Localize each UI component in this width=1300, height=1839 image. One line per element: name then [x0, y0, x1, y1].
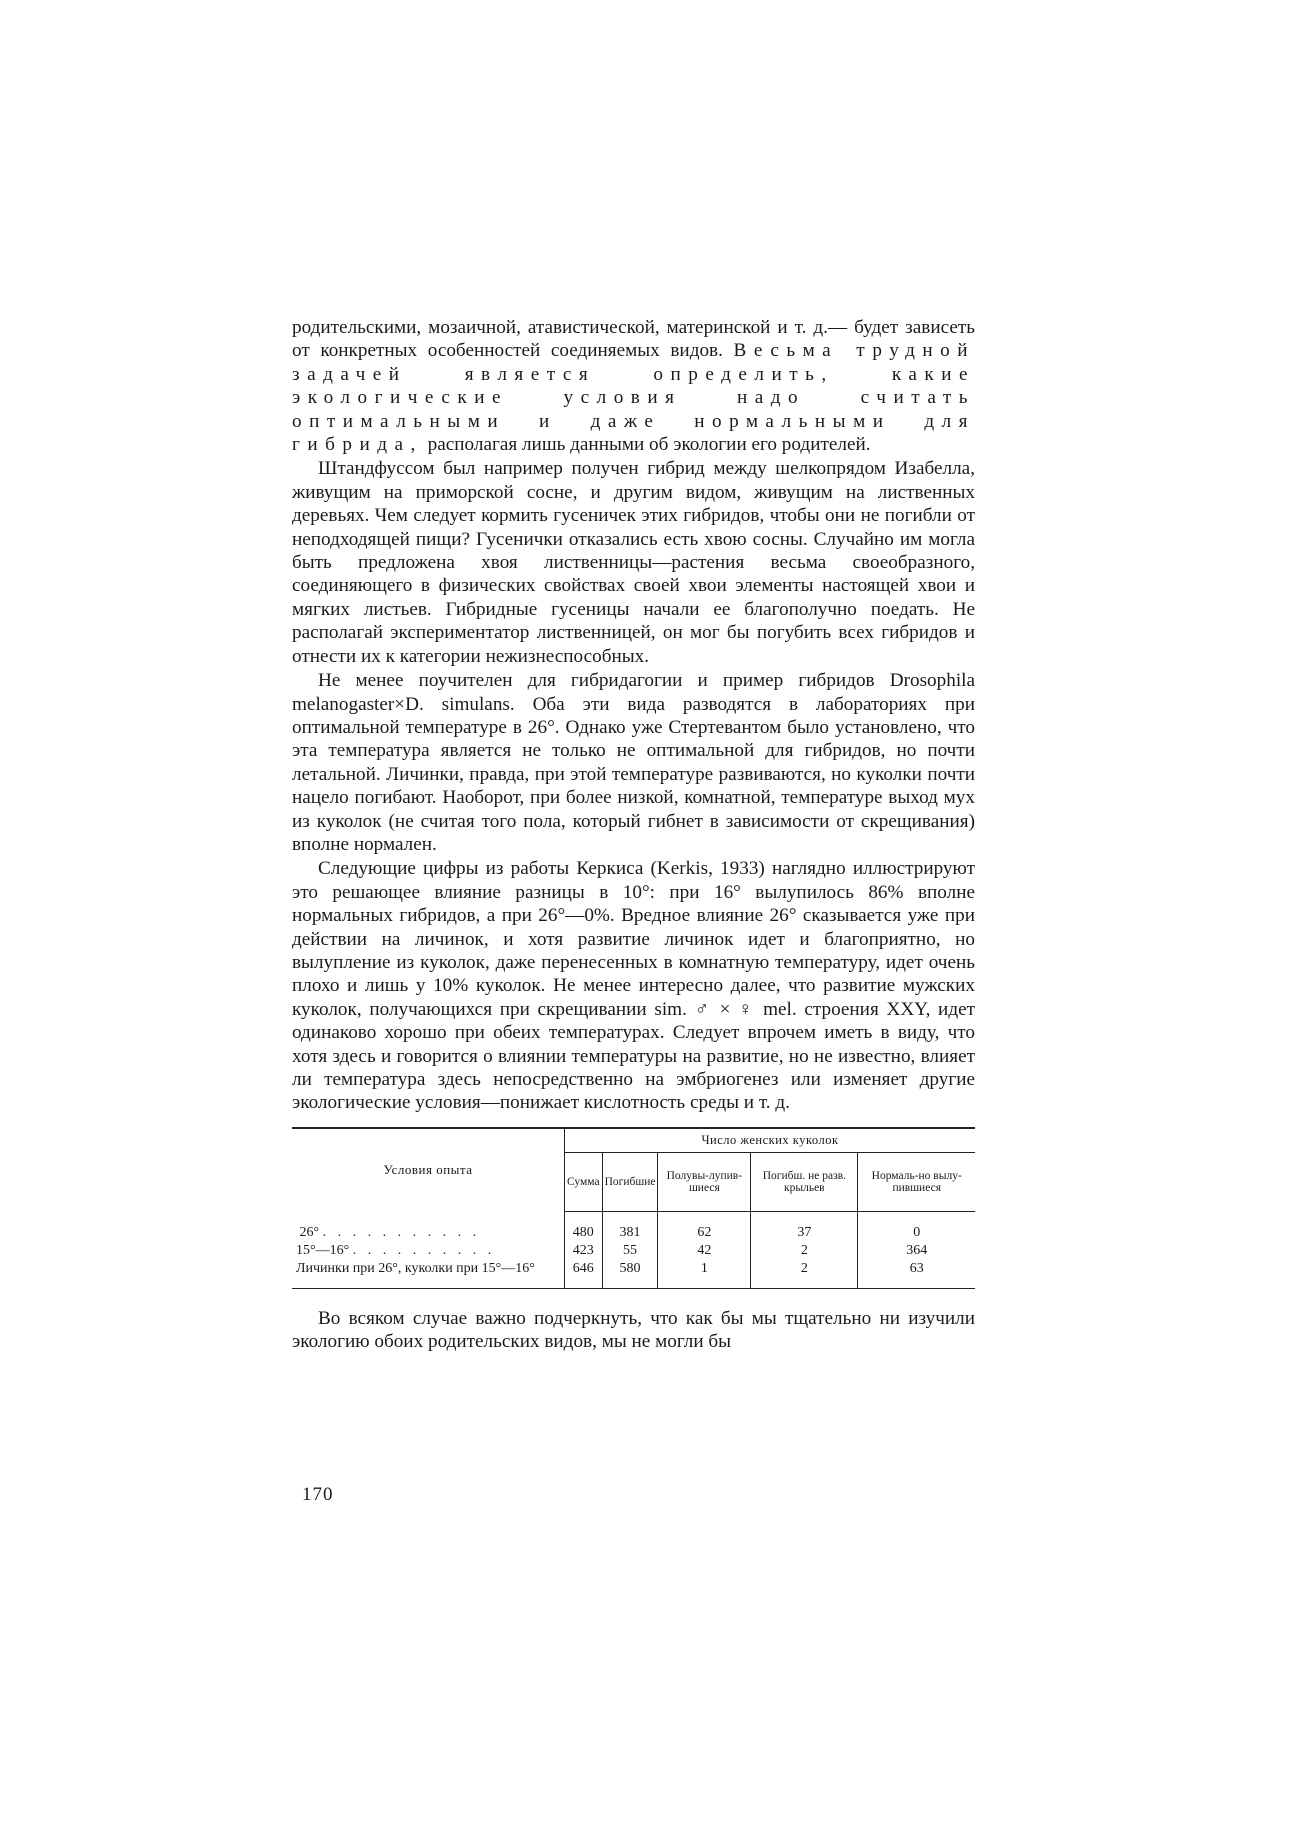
- table-row-condition: 26° . . . . . . . . . . .: [292, 1211, 565, 1242]
- table-header-conditions: Условия опыта: [292, 1128, 565, 1212]
- table-cell: 63: [858, 1260, 975, 1289]
- table-cell: 364: [906, 1242, 928, 1258]
- paragraph-intro-start: родительскими, мозаичной, атавистической, материнской и т. д.— будет зависеть от конкретных особенностей соединяемых видов.: [292, 317, 975, 362]
- table-cell: 580: [602, 1260, 658, 1289]
- paragraph-drosophila: Не менее поучителен для гибридагогии и пример гибридов Drosophila melanogaster×D. simulans. Оба эти вида разводятся в лабораториях при оптимальной температуре в 26°. Однако уже Стертевантом было установлено, что эта температура является не только не оптимальной для гибридов, но почти летальной. Личинки, правда, при этой температуре развиваются, но куколки почти нацело погибают. Наоборот, при более низкой, комнатной, температуре выход мух из куколок (не считая того пола, который гибнет в зависимости от скрещивания) вполне нормален.: [292, 670, 975, 855]
- table-header-sum: Сумма: [565, 1152, 603, 1211]
- table-cell: 62: [658, 1211, 751, 1242]
- table-cell: 1: [658, 1260, 751, 1289]
- pupae-table: [292, 1127, 975, 1289]
- page-number: 170: [302, 1484, 334, 1505]
- table-row: [292, 1211, 975, 1242]
- table-header-half-hatched: Полувы-лупив-шиеся: [658, 1152, 751, 1211]
- paragraph-kerkis: Следующие цифры из работы Керкиса (Kerkis, 1933) наглядно иллюстрируют это решающее влияние разницы в 10°: при 16° вылупилось 86% вполне нормальных гибридов, а при 26°—0%. Вредное влияние 26° сказывается уже при действии на личинок, и хотя развитие личинок идет и благоприятно, но вылупление из куколок, даже перенесенных в комнатную температуру, идет очень плохо и лишь у 10% куколок. Не менее интересно далее, что развитие мужских куколок, получающихся при скрещивании sim. ♂ × ♀ mel. строения XXY, идет одинаково хорошо при обеих температурах. Следует впрочем иметь в виду, что хотя здесь и говорится о влиянии температуры на развитие, но не известно, влияет ли температура здесь непосредственно на эмбриогенез или изменяет другие экологические условия—понижает кислотность среды и т. д.: [292, 858, 975, 1114]
- table-cell: 55: [602, 1242, 658, 1260]
- table-cell: 2: [751, 1242, 858, 1260]
- table-cell: 42: [658, 1242, 751, 1260]
- table-row-condition: Личинки при 26°, куколки при 15°—16°: [292, 1260, 565, 1289]
- table-cell: 381: [602, 1211, 658, 1242]
- paragraph-conclusion: Во всяком случае важно подчеркнуть, что как бы мы тщательно ни изучили экологию обоих родительских видов, мы не могли бы: [292, 1307, 975, 1353]
- table-header-group: Число женских куколок: [565, 1128, 976, 1153]
- table-header-dead: Погибшие: [602, 1152, 658, 1211]
- paragraph-intro-end: располагая лишь данными об экологии его родителей.: [422, 434, 871, 456]
- table-row: [292, 1260, 975, 1289]
- paragraph-intro: [292, 316, 975, 456]
- table-cell: 2: [751, 1260, 858, 1289]
- table-cell: 480: [565, 1211, 603, 1242]
- table-cell: 0: [913, 1224, 921, 1240]
- table-cell: 646: [565, 1260, 603, 1289]
- table-row-condition: 15°—16° . . . . . . . . . .: [292, 1242, 565, 1260]
- table-cell: 37: [751, 1211, 858, 1242]
- page-content: [292, 316, 975, 1354]
- table-cell: 423: [565, 1242, 603, 1260]
- paragraph-intro-spaced: Весьма трудной задачей является определить, какие экологические условия надо считать оптимальными и даже нормальными для гибрида,: [292, 340, 975, 456]
- paragraph-standfuss: Штандфуссом был например получен гибрид между шелкопрядом Изабелла, живущим на приморской сосне, и другим видом, живущим на лиственных деревьях. Чем следует кормить гусеничек этих гибридов, чтобы они не погибли от неподходящей пищи? Гусенички отказались есть хвою сосны. Случайно им могла быть предложена хвоя лиственницы—растения весьма своеобразного, соединяющего в физических свойствах своей хвои элементы настоящей хвои и мягких листьев. Гибридные гусеницы начали ее благополучно поедать. Не располагай экспериментатор лиственницей, он мог бы погубить всех гибридов и отнести их к категории нежизнеспособных.: [292, 458, 975, 667]
- table-header-normal-hatched: Нормаль-но вылу-пившиеся: [858, 1152, 975, 1211]
- table-row: [292, 1242, 975, 1260]
- table-header-dead-no-wings: Погибш. не разв. крыльев: [751, 1152, 858, 1211]
